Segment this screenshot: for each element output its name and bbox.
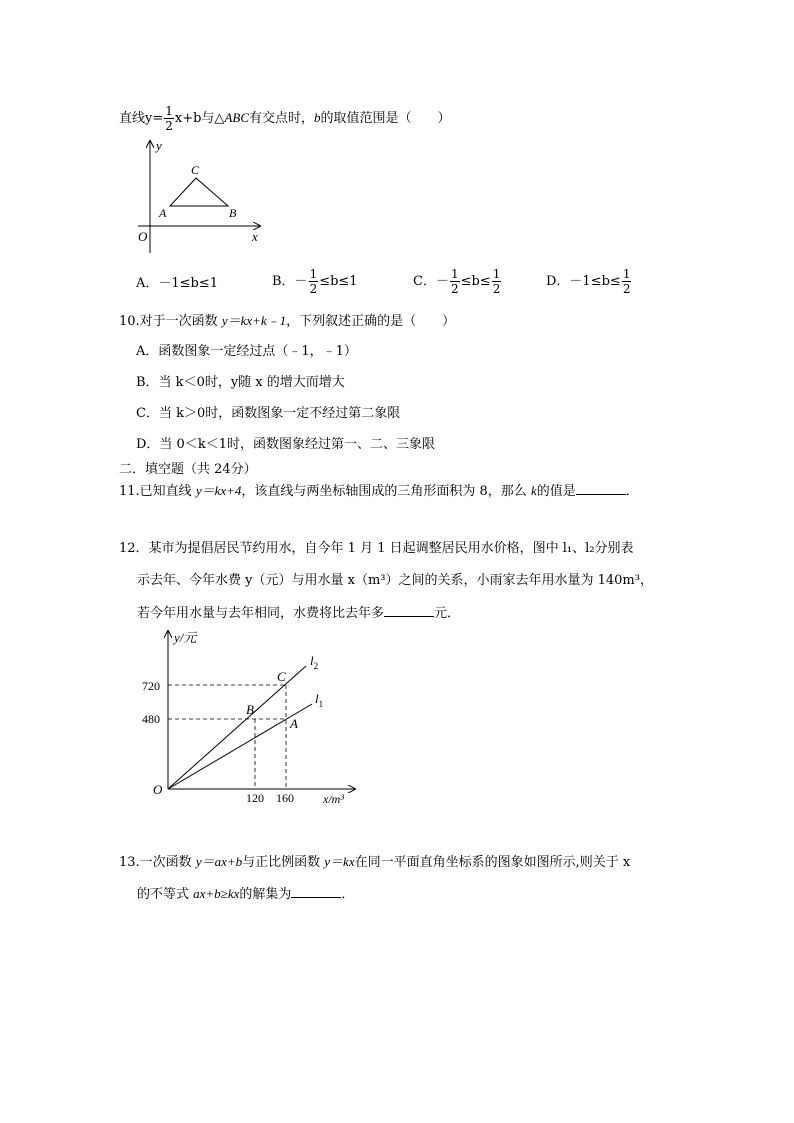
q9-label-a: A: [159, 206, 167, 220]
q12-point-a: A: [290, 716, 298, 731]
q10-option-a[interactable]: A．函数图象一定经过点（﹣1，﹣1）: [136, 344, 357, 359]
q12-x-label: x/m³: [323, 792, 344, 806]
q12-point-c: C: [277, 669, 286, 684]
q10-option-c[interactable]: C．当 k＞0时，函数图象一定不经过第二象限: [136, 406, 401, 421]
q12-y-tick-720: 720: [142, 679, 160, 693]
q12-line3: 若今年用水量与去年相同，水费将比去年多 元．: [137, 606, 461, 621]
q9-option-b[interactable]: B．－ $\frac{1}{2}$ ≤b≤1: [272, 267, 358, 296]
q9-label-b: B: [229, 206, 237, 220]
q12-line-l2: [168, 666, 306, 789]
q12-y-tick-480: 480: [142, 712, 160, 726]
q12-x-tick-120: 120: [246, 791, 264, 805]
q12-y-label: y/元: [174, 630, 197, 645]
q12-x-tick-160: 160: [276, 791, 294, 805]
q13-answer-blank[interactable]: [291, 885, 341, 898]
q10-option-d[interactable]: D．当 0＜k＜1时，函数图象经过第一、二、三象限: [136, 437, 435, 452]
q9-triangle: [170, 178, 228, 206]
q9-label-y: y: [156, 138, 162, 153]
q9-label-o: O: [138, 229, 148, 244]
q12-origin: O: [153, 782, 163, 797]
section-fill-in-heading: 二．填空题（共 24分）: [119, 462, 257, 477]
q9-label-c: C: [191, 163, 200, 177]
q11-answer-blank[interactable]: [576, 482, 626, 495]
q12-line2: 示去年、今年水费 y（元）与用水量 x（m³）之间的关系，小雨家去年用水量为 140m³，: [137, 573, 653, 588]
q9-option-a[interactable]: A．－1≤b≤1: [136, 276, 219, 291]
q12-label-l2: $l_2$: [310, 653, 319, 671]
q9-triangle-graph: [130, 135, 270, 255]
q13-line1: 13.一次函数 y＝ax+b与正比例函数 y＝kx在同一平面直角坐标系的图象如图所示,则关于 x: [119, 854, 631, 870]
q10-option-b[interactable]: B．当 k＜0时，y随 x 的增大而增大: [136, 375, 345, 390]
q9-option-d[interactable]: D．－1≤b≤ $\frac{1}{2}$: [546, 267, 631, 296]
q12-point-b: B: [246, 702, 254, 717]
q9-fraction: $\frac{1}{2}$: [165, 104, 173, 133]
q13-line2: 的不等式 ax+b≥kx的解集为 ．: [137, 886, 355, 902]
q12-label-l1: $l_1$: [315, 691, 324, 709]
q12-water-fee-graph: [140, 625, 360, 810]
q9-label-x: x: [252, 229, 258, 244]
q11-stem: 11.已知直线 y＝kx+4，该直线与两坐标轴围成的三角形面积为 8，那么 k的值是 ．: [119, 483, 639, 499]
q10-stem: 10.对于一次函数 y＝kx+k﹣1，下列叙述正确的是（ ）: [119, 313, 456, 329]
q9-stem: 直线y= $\frac{1}{2}$ x+b与△ABC有交点时，b的取值范围是（ ）: [119, 104, 451, 133]
q9-option-c[interactable]: C．－ $\frac{1}{2}$ ≤b≤ $\frac{1}{2}$: [413, 267, 501, 296]
q12-line1: 12．某市为提倡居民节约用水，自今年 1 月 1 日起调整居民用水价格，图中 l₁、l₂分别表: [119, 541, 634, 556]
q12-answer-blank[interactable]: [384, 604, 434, 617]
